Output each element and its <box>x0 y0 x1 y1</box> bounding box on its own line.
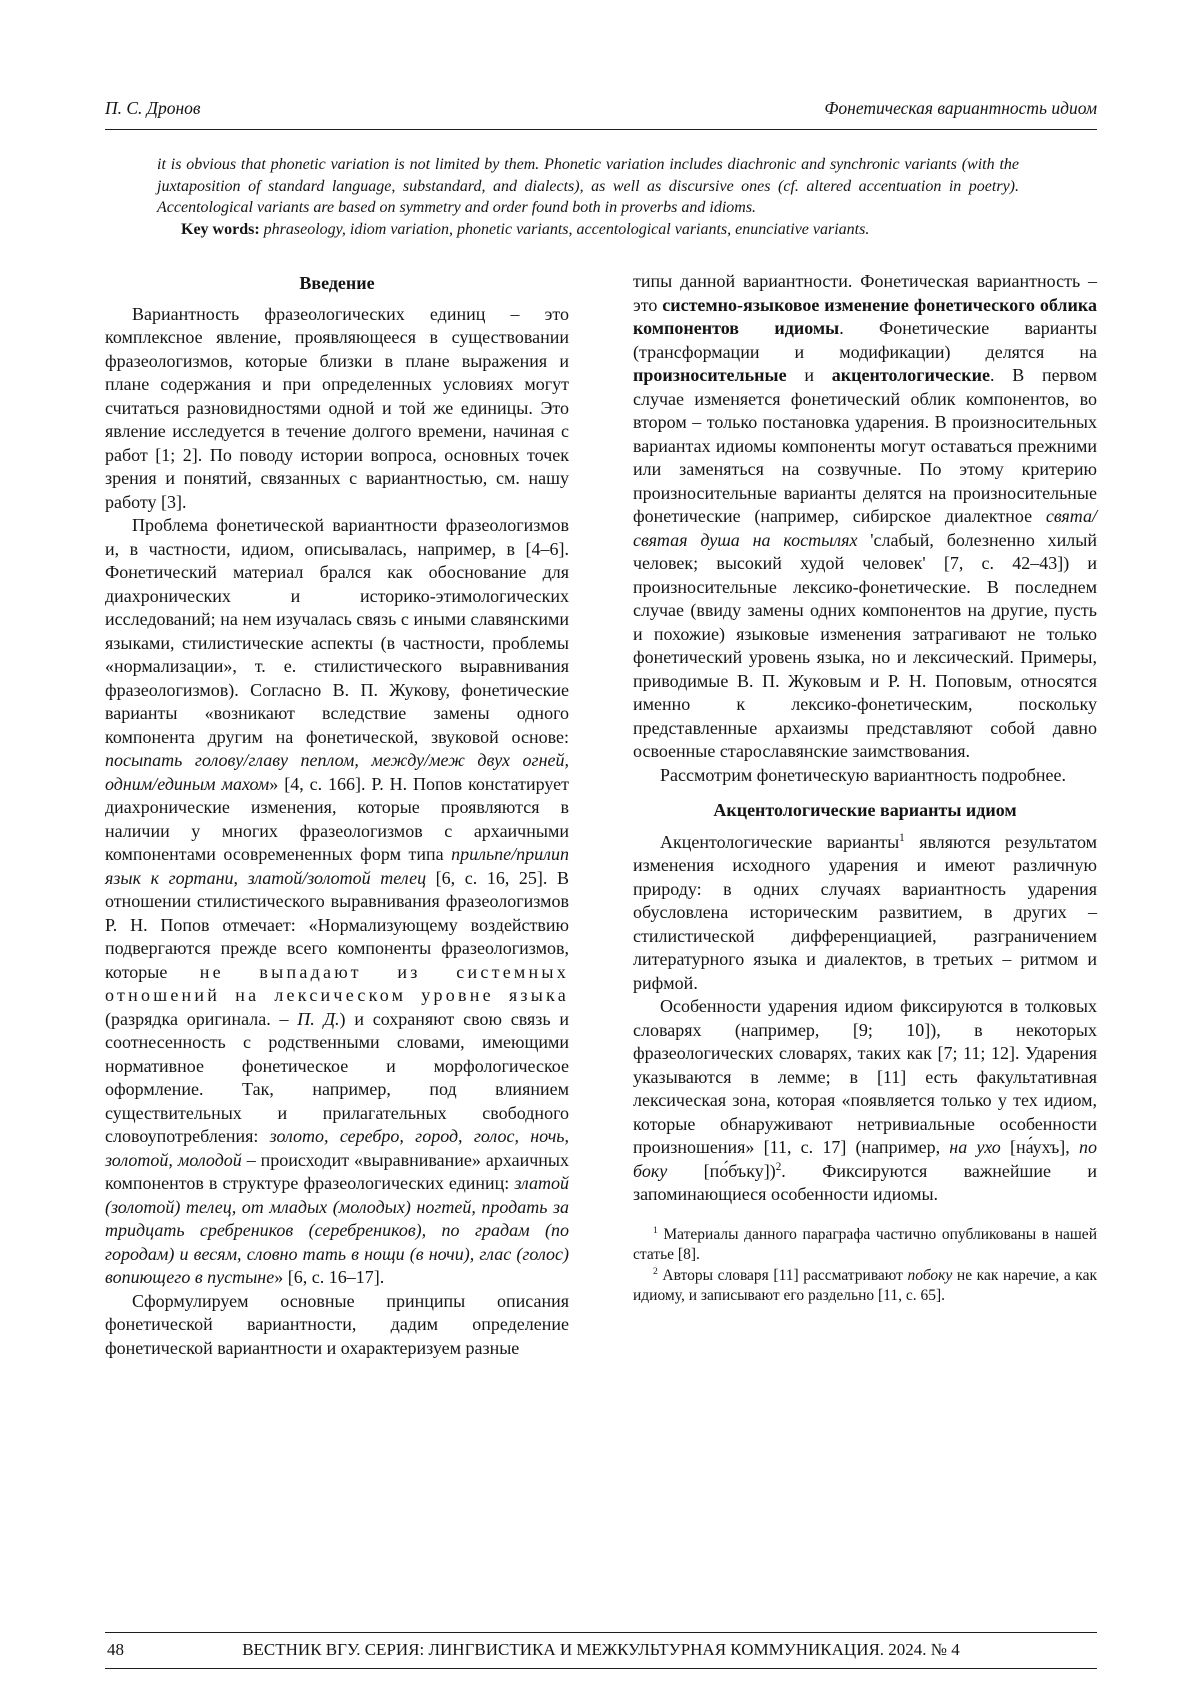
section-heading-introduction: Введение <box>299 273 375 294</box>
page-footer <box>105 1632 1097 1669</box>
two-column-body <box>105 270 1097 1360</box>
page-number: 48 <box>107 1640 124 1659</box>
abstract-text: it is obvious that phonetic variation is not limited by them. Phonetic variation includes diachronic and synchronic variants (with the juxtaposition of standard language, substandard, and dialects), as well as discursive ones (cf. altered accentuation in poetry). Accentological variants are based on symmetry and order found both in proverbs and idioms. <box>157 156 1019 217</box>
footer-line <box>105 1640 1097 1660</box>
running-head-title: Фонетическая вариантность идиом <box>824 98 1097 118</box>
paragraph: Сформулируем основные принципы описания фонетической вариантности, дадим определение фонетической вариантности и охарактеризуем разные <box>105 1290 569 1358</box>
paragraph: Проблема фонетической вариантности фразеологизмов и, в частности, идиом, описывалась, например, в [4–6]. Фонетический материал брался как обоснование для диахронических и историко-этимологических исследований; на нем изучалась связь с иными славянскими языками, стилистические аспекты (в частности, проблемы «нормализации», т. е. стилистического выравнивания фразеологизмов). Согласно В. П. Жукову, фонетические варианты «возникают вследствие замены одного компонента другим на фонетической, звуковой основе: посыпать голову/главу пеплом, между/меж двух огней, одним/единым махом» [4, с. 166]. Р. Н. Попов констатирует диахронические изменения, которые проявляются в наличии у многих фразеологизмов с архаичными компонентами осовремененных форм типа прильпе/прилип язык к гортани, златой/золотой телец [6, с. 16, 25]. В отношении стилистического выравнивания фразеологизмов Р. Н. Попов отмечает: «Нормализующему воздействию подвергаются прежде всего компоненты фразеологизмов, которые не выпадают из системных отношений на лексическом уровне языка (разрядка оригинала. – П. Д.) и сохраняют свою связь и соотнесенность с родственными словами, имеющими нормативное фонетическое и морфологическое оформление. Так, например, под влиянием существительных и прилагательных свободного словоупотребления: золото, серебро, город, голос, ночь, золотой, молодой – происходит «выравнивание» архаичных компонентов в структуре фразеологических единиц: златой (золотой) телец, от младых (молодых) ногтей, продать за тридцать сребреников (серебреников), по градам (по городам) и весям, словно тать в нощи (в ночи), глас (голос) вопиющего в пустыне» [6, с. 16–17]. <box>105 515 570 1288</box>
paragraph: Рассмотрим фонетическую вариантность подробнее. <box>660 764 1067 785</box>
keywords-line: Key words: phraseology, idiom variation, phonetic variants, accentological variants, enunciative variants. <box>181 220 870 238</box>
footnote-1: $^1$ Материалы данного параграфа частично опубликованы в нашей статье [8]. <box>633 1224 1097 1264</box>
footnotes <box>633 1225 1097 1307</box>
footnote-2: $^2$ Авторы словаря [11] рассматривают побоку не как наречие, а как идиому, и записывают его раздельно [11, с. 65]. <box>633 1265 1097 1305</box>
paragraph: Акцентологические варианты$^1$ являются результатом изменения исходного ударения и имеют различную природу: в одних случаях вариантность ударения обусловлена историческим развитием, в других – стилистической дифференциацией, разграничением литературного языка и диалектов, в третьих – ритмом и рифмой. <box>633 831 1097 993</box>
journal-title: ВЕСТНИК ВГУ. СЕРИЯ: ЛИНГВИСТИКА И МЕЖКУЛЬТУРНАЯ КОММУНИКАЦИЯ. 2024. № 4 <box>242 1640 960 1659</box>
paragraph: Особенности ударения идиом фиксируются в толковых словарях (например, [9; 10]), в некоторых фразеологических словарях, таких как [7; 11; 12]. Ударения указываются в лемме; в [11] есть факультативная лексическая зона, которая «появляется только у тех идиом, которые обнаруживают нетривиальные особенности произношения» [11, с. 17] (например, на ухо [на́ухъ], по боку [по́бъку])$^2$. Фиксируются важнейшие и запоминающиеся особенности идиомы. <box>633 996 1097 1205</box>
paragraph: Вариантность фразеологических единиц – это комплексное явление, проявляющееся в существовании фразеологизмов, которые близки в плане выражения и плане содержания и при определенных условиях могут считаться разновидностями одной и той же единицы. Это явление исследуется в течение долгого времени, начиная с работ [1; 2]. По поводу истории вопроса, основных точек зрения и понятий, связанных с вариантностью, см. нашу работу [3]. <box>105 303 569 512</box>
left-column <box>105 270 569 1360</box>
paragraph: типы данной вариантности. Фонетическая вариантность – это системно-языковое изменение фонетического облика компонентов идиомы. Фонетические варианты (трансформации и модификации) делятся на произносительные и акцентологические. В первом случае изменяется фонетический облик компонентов, во втором – только постановка ударения. В произносительных вариантах идиомы компоненты могут оставаться прежними или заменяться на созвучные. По этому критерию произносительные варианты делятся на произносительные фонетические (например, сибирское диалектное свята/святая душа на костылях 'слабый, болезненно хилый человек; высокий худой человек' [7, с. 42–43]) и произносительные лексико-фонетические. В последнем случае (ввиду замены одних компонентов на другие, пусть и похожие) языковые изменения затрагивают не только фонетический уровень языка, но и лексический. Примеры, приводимые В. П. Жуковым и Р. Н. Поповым, относятся именно к лексико-фонетическим, поскольку представленные архаизмы представляют собой давно освоенные старославянские заимствования. <box>633 271 1097 762</box>
running-head <box>105 98 1097 130</box>
running-head-author: П. С. Дронов <box>105 98 201 118</box>
section-heading-accentological: Акцентологические варианты идиом <box>713 800 1017 821</box>
right-column <box>633 270 1097 1360</box>
abstract-block <box>157 154 1019 240</box>
